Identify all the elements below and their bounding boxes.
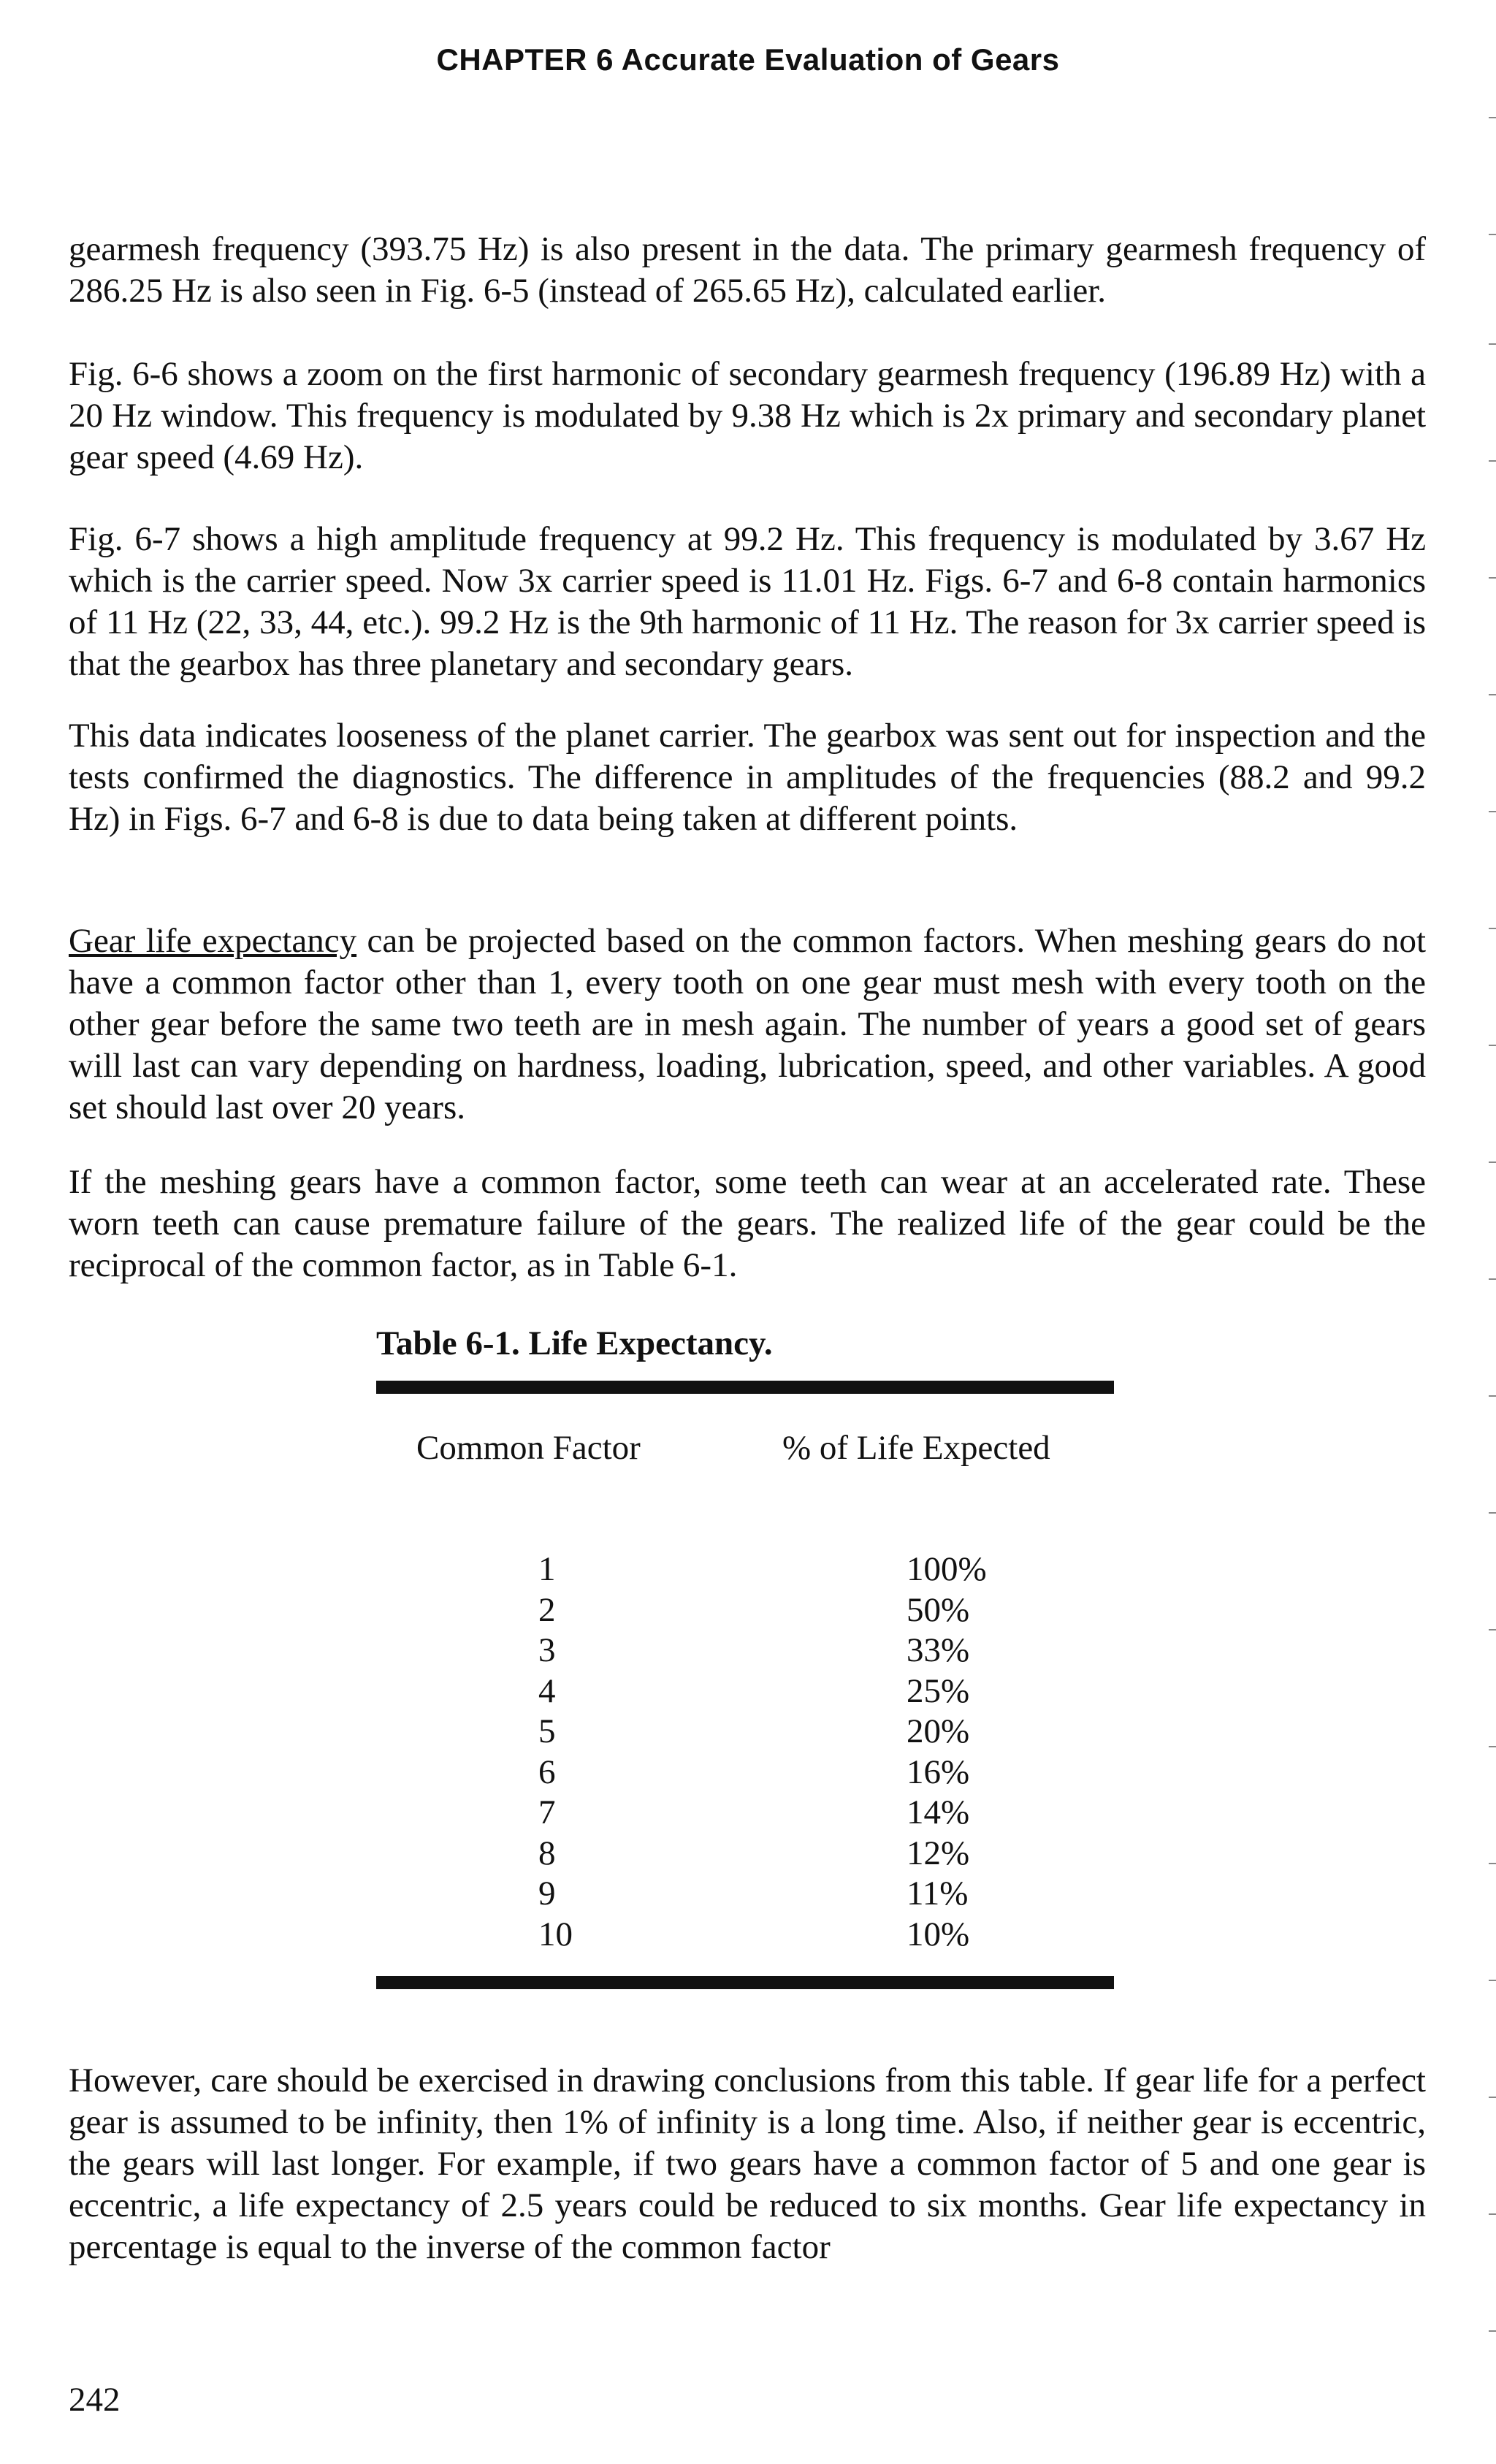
table-row [0, 1915, 1496, 1956]
paragraph-text: Fig. 6-7 shows a high amplitude frequency at 99.2 Hz. This frequency is modulated by 3.67 Hz which is the carrier speed. Now 3x carrier speed is 11.01 Hz. Figs. 6-7 and 6-8 contain harmonics of 11 Hz (22, 33, 44, etc.). 99.2 Hz is the 9th harmonic of 11 Hz. The reason for 3x carrier speed is that the gearbox has three planetary and secondary gears. [69, 520, 1426, 683]
cell-life-expected: 33% [907, 1631, 970, 1669]
margin-tick [1489, 928, 1496, 929]
margin-tick [1489, 1512, 1496, 1514]
margin-tick [1489, 2097, 1496, 2098]
table-row [0, 1752, 1496, 1793]
cell-life-expected: 14% [907, 1793, 970, 1831]
table-row [0, 1793, 1496, 1834]
table-row [0, 1630, 1496, 1671]
table-row [0, 1549, 1496, 1590]
underlined-term: Gear life expectancy [69, 922, 357, 960]
cell-life-expected: 11% [907, 1874, 969, 1912]
cell-common-factor: 5 [538, 1712, 556, 1750]
paragraph-text: Fig. 6-6 shows a zoom on the first harmonic of secondary gearmesh frequency (196.89 Hz) with a 20 Hz window. This frequency is modulated by 9.38 Hz which is 2x primary and secondary planet gear speed (4.69 Hz). [69, 355, 1426, 476]
cell-common-factor: 7 [538, 1793, 556, 1831]
margin-tick [1489, 1746, 1496, 1747]
table-row [0, 1671, 1496, 1712]
life-expectancy-table [0, 1549, 1496, 1955]
margin-tick [1489, 1629, 1496, 1630]
paragraph-caution [69, 2060, 1426, 2268]
margin-tick [1489, 2213, 1496, 2215]
table-bottom-rule [376, 1976, 1114, 1989]
table-top-rule [376, 1381, 1114, 1394]
table-row [0, 1590, 1496, 1631]
cell-life-expected: 16% [907, 1752, 970, 1791]
paragraph-fig-6-6 [69, 354, 1426, 478]
margin-tick [1489, 1162, 1496, 1163]
margin-tick [1489, 1863, 1496, 1864]
cell-life-expected: 25% [907, 1671, 970, 1710]
paragraph-life-expectancy [69, 920, 1426, 1129]
cell-common-factor: 10 [538, 1915, 573, 1953]
cell-common-factor: 2 [538, 1590, 556, 1629]
margin-tick [1489, 1395, 1496, 1397]
paragraph-text: If the meshing gears have a common factor, some teeth can wear at an accelerated rate. These worn teeth can cause premature failure of the gears. The realized life of the gear could be the reciprocal of the common factor, as in Table 6-1. [69, 1163, 1426, 1284]
cell-common-factor: 1 [538, 1550, 556, 1588]
table-row [0, 1834, 1496, 1874]
cell-common-factor: 3 [538, 1631, 556, 1669]
cell-life-expected: 20% [907, 1712, 970, 1750]
margin-tick [1489, 234, 1496, 235]
margin-tick [1489, 117, 1496, 118]
margin-tick [1489, 1278, 1496, 1280]
column-header-life-expected: % of Life Expected [782, 1429, 1050, 1467]
paragraph-fig-6-7 [69, 519, 1426, 685]
paragraph-text: This data indicates looseness of the planet carrier. The gearbox was sent out for inspection and the tests confirmed the diagnostics. The difference in amplitudes of the frequencies (88.2 and 99.2 Hz) in Figs. 6-7 and 6-8 is due to data being taken at different points. [69, 717, 1426, 838]
paragraph-looseness [69, 715, 1426, 840]
paragraph-text: gearmesh frequency (393.75 Hz) is also present in the data. The primary gearmesh frequency of 286.25 Hz is also seen in Fig. 6-5 (instead of 265.65 Hz), calculated earlier. [69, 230, 1426, 310]
paragraph-common-factor [69, 1162, 1426, 1286]
paragraph-text [69, 920, 1426, 1129]
margin-tick [1489, 1980, 1496, 1981]
table-row [0, 1712, 1496, 1752]
paragraph-text: However, care should be exercised in drawing conclusions from this table. If gear life for a perfect gear is assumed to be infinity, then 1% of infinity is a long time. Also, if neither gear is eccentric, the gears will last longer. For example, if two gears have a common factor of 5 and one gear is eccentric, a life expectancy of 2.5 years could be reduced to six months. Gear life expectancy in percentage is equal to the inverse of the common factor [69, 2061, 1426, 2266]
margin-tick [1489, 694, 1496, 695]
running-head: CHAPTER 6 Accurate Evaluation of Gears [436, 42, 1060, 77]
paragraph-text-rest: can be projected based on the common factors. When meshing gears do not have a common factor other than 1, every tooth on one gear must mesh with every tooth on the other gear before the same two teeth are in mesh again. The number of years a good set of gears will last can vary depending on hardness, loading, lubrication, speed, and other variables. A good set should last over 20 years. [69, 922, 1426, 1126]
cell-common-factor: 9 [538, 1874, 556, 1912]
margin-tick [1489, 460, 1496, 462]
cell-life-expected: 10% [907, 1915, 970, 1953]
cell-common-factor: 6 [538, 1752, 556, 1791]
paragraph-gearmesh [69, 229, 1426, 312]
cell-common-factor: 8 [538, 1834, 556, 1872]
margin-tick [1489, 1045, 1496, 1046]
margin-tick [1489, 2330, 1496, 2332]
cell-common-factor: 4 [538, 1671, 556, 1710]
margin-tick [1489, 577, 1496, 579]
cell-life-expected: 50% [907, 1590, 970, 1629]
page-number: 242 [69, 2381, 121, 2419]
table-title: Table 6-1. Life Expectancy. [376, 1324, 773, 1362]
margin-tick [1489, 343, 1496, 345]
cell-life-expected: 100% [907, 1550, 987, 1588]
table-row [0, 1874, 1496, 1915]
cell-life-expected: 12% [907, 1834, 970, 1872]
margin-tick [1489, 811, 1496, 812]
column-header-common-factor: Common Factor [416, 1429, 641, 1467]
